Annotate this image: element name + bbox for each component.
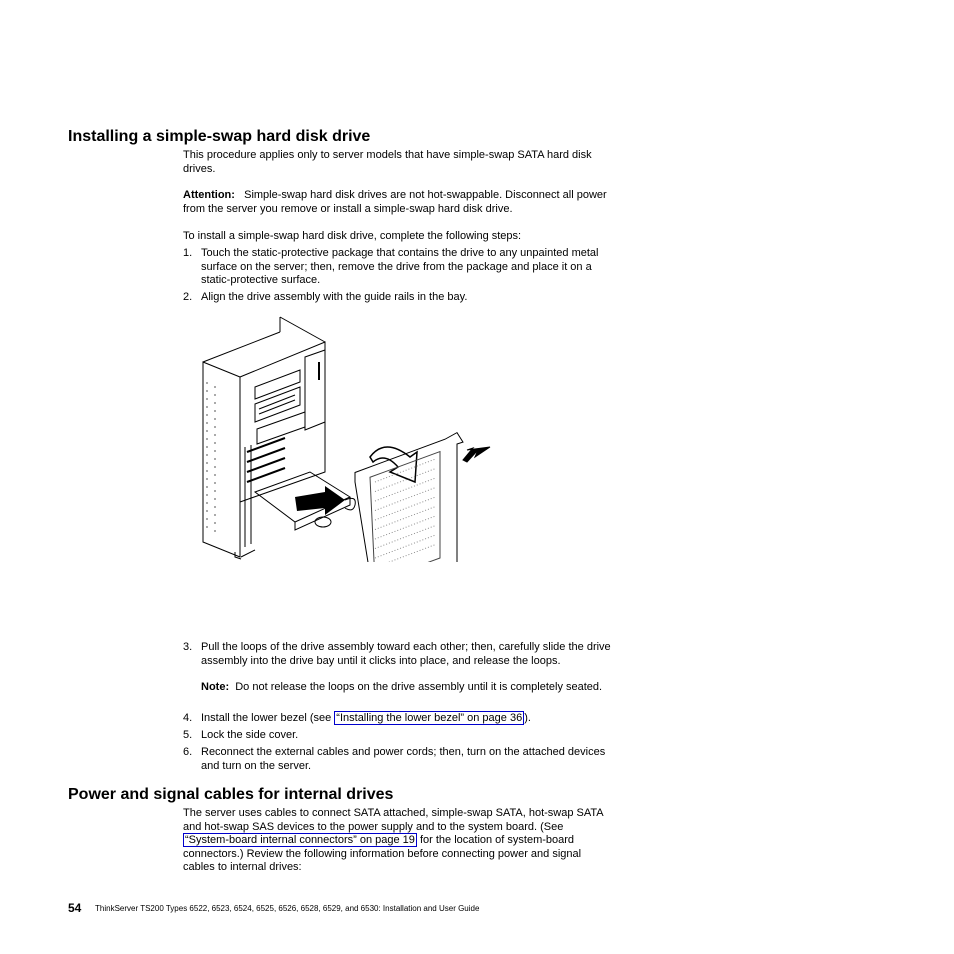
note-label: Note: xyxy=(201,681,230,693)
step-number: 1. xyxy=(183,247,193,259)
server-chassis xyxy=(203,317,325,559)
step-number: 6. xyxy=(183,746,193,758)
step-text: Lock the side cover. xyxy=(201,729,299,741)
step-text: Reconnect the external cables and power cords; then, turn on the attached devices and turn on the server. xyxy=(201,746,606,772)
step-text-after: ). xyxy=(524,712,531,724)
step-number: 3. xyxy=(183,641,193,653)
step-1 xyxy=(183,247,623,287)
footer-text: ThinkServer TS200 Types 6522, 6523, 6524, 6525, 6526, 6528, 6529, and 6530: Installation and User Guide xyxy=(95,904,480,913)
step-text: Pull the loops of the drive assembly toward each other; then, carefully slide the drive assembly into the drive bay until it clicks into place, and release the loops. xyxy=(201,641,611,667)
attention-paragraph xyxy=(183,189,623,216)
attention-text: Simple-swap hard disk drives are not hot-swappable. Disconnect all power from the server you remove or install a simple-swap hard disk drive. xyxy=(183,189,607,215)
step-text xyxy=(201,712,621,726)
link-system-board-connectors[interactable]: “System-board internal connectors” on page 19 xyxy=(185,834,415,846)
section-title-power-signal-cables: Power and signal cables for internal drives xyxy=(68,786,394,803)
note-text: Do not release the loops on the drive assembly until it is completely seated. xyxy=(235,681,603,693)
page-number: 54 xyxy=(68,901,82,915)
cables-text-before: The server uses cables to connect SATA attached, simple-swap SATA, hot-swap SATA and hot-swap SAS devices to the power supply and to the system board. (See xyxy=(183,807,604,833)
step-2 xyxy=(183,291,623,305)
step-6 xyxy=(183,746,623,774)
steps-intro: To install a simple-swap hard disk drive, complete the following steps: xyxy=(183,230,522,242)
step-5 xyxy=(183,729,623,743)
step-4 xyxy=(183,712,623,726)
intro-paragraph: This procedure applies only to server models that have simple-swap SATA hard disk drives. xyxy=(183,149,592,175)
attention-label: Attention: xyxy=(183,189,235,201)
step-number: 5. xyxy=(183,729,193,741)
step-3 xyxy=(183,641,623,669)
step-text: Touch the static-protective package that contains the drive to any unpainted metal surface on the server; then, remove the drive from the package and place it on a static-protective surface. xyxy=(201,247,599,286)
step-text: Align the drive assembly with the guide rails in the bay. xyxy=(201,291,468,303)
link-installing-lower-bezel[interactable]: “Installing the lower bezel” on page 36 xyxy=(336,712,523,724)
cables-text-after: for the location of system-board connectors.) Review the following information before connecting power and signal cables to internal drives: xyxy=(183,834,582,873)
cables-paragraph xyxy=(183,807,608,875)
push-arrow-icon xyxy=(463,447,490,462)
note-paragraph xyxy=(201,681,621,695)
step-text-before: Install the lower bezel (see xyxy=(201,712,335,724)
drive-installation-illustration xyxy=(195,312,505,562)
step-number: 4. xyxy=(183,712,193,724)
section-title-installing-drive: Installing a simple-swap hard disk drive xyxy=(68,128,371,145)
lower-bezel xyxy=(355,433,463,562)
step-number: 2. xyxy=(183,291,193,303)
